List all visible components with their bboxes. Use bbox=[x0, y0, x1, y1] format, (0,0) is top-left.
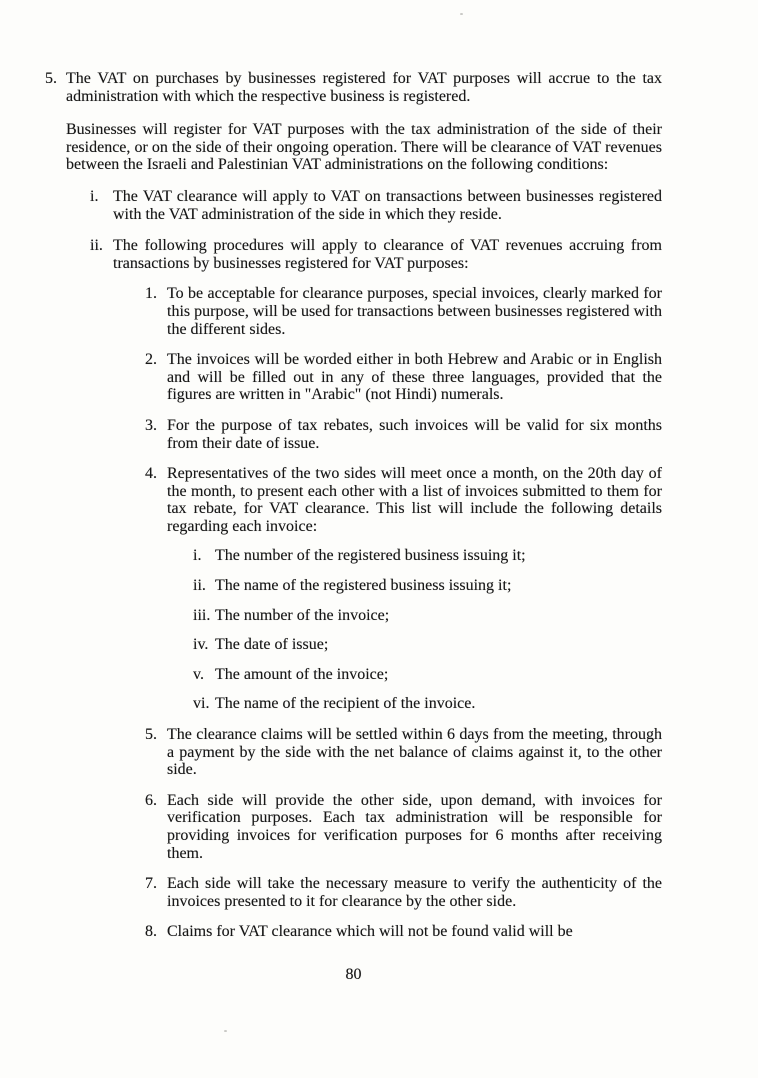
paragraph: Representatives of the two sides will meet once a month, on the 20th day of the month, to present each other with a list of invoices submitted to them for tax rebate, for VAT clearance. This list will include the following details regarding each invoice: bbox=[167, 465, 662, 535]
page-number: 80 bbox=[345, 965, 362, 983]
invoice-detail-vi-marker: vi. bbox=[193, 695, 210, 713]
procedure-item-5 bbox=[145, 726, 662, 779]
paragraph: The number of the registered business issuing it; bbox=[215, 547, 526, 565]
invoice-detail-iii bbox=[193, 607, 662, 625]
procedure-1-marker: 1. bbox=[145, 285, 157, 303]
list-item-5 bbox=[45, 70, 662, 941]
paragraph: Claims for VAT clearance which will not be found valid will be bbox=[167, 923, 573, 941]
invoice-detail-iii-marker: iii. bbox=[193, 606, 211, 624]
procedure-4-marker: 4. bbox=[145, 465, 157, 483]
procedure-5-marker: 5. bbox=[145, 726, 157, 744]
paragraph: The invoices will be worded either in both Hebrew and Arabic or in English and will be filled out in any of these three languages, provided that the figures are written in "Arabic" (not Hindi) numerals. bbox=[167, 351, 662, 404]
invoice-detail-v bbox=[193, 666, 662, 684]
scan-speck bbox=[224, 1030, 227, 1032]
paragraph: The name of the recipient of the invoice. bbox=[215, 695, 476, 713]
procedure-7-marker: 7. bbox=[145, 875, 157, 893]
scan-speck bbox=[460, 13, 463, 15]
procedure-2-marker: 2. bbox=[145, 351, 157, 369]
procedure-item-4 bbox=[145, 465, 662, 713]
paragraph: The number of the invoice; bbox=[215, 606, 390, 624]
paragraph: Each side will provide the other side, upon demand, with invoices for verification purposes. Each tax administration will be responsible for providing invoices for verification purposes for 6 months after receiving them. bbox=[167, 791, 662, 862]
paragraph: The VAT on purchases by businesses registered for VAT purposes will accrue to the tax administration with which the respective business is registered. bbox=[66, 70, 662, 105]
paragraph: Each side will take the necessary measure to verify the authenticity of the invoices presented to it for clearance by the other side. bbox=[167, 875, 662, 910]
invoice-detail-i bbox=[193, 547, 662, 565]
invoice-detail-ii-marker: ii. bbox=[193, 577, 206, 595]
paragraph: The VAT clearance will apply to VAT on transactions between businesses registered with the VAT administration of the side in which they reside. bbox=[113, 187, 662, 223]
paragraph: The clearance claims will be settled within 6 days from the meeting, through a payment by the side with the net balance of claims against it, to the other side. bbox=[167, 726, 662, 779]
invoice-detail-vi bbox=[193, 695, 662, 713]
paragraph: To be acceptable for clearance purposes, special invoices, clearly marked for this purpose, will be used for transactions between businesses registered with the different sides. bbox=[167, 285, 662, 338]
paragraph: Businesses will register for VAT purposes with the tax administration of the side of their residence, or on the side of their ongoing operation. There will be clearance of VAT revenues between the Israeli and Palestinian VAT administrations on the following conditions: bbox=[66, 121, 662, 174]
procedure-6-marker: 6. bbox=[145, 791, 157, 809]
text-block bbox=[45, 70, 662, 984]
paragraph: The date of issue; bbox=[215, 636, 329, 654]
invoice-detail-v-marker: v. bbox=[193, 665, 204, 683]
paragraph: For the purpose of tax rebates, such invoices will be valid for six months from their date of issue. bbox=[167, 416, 662, 452]
clause-i-marker: i. bbox=[90, 187, 99, 205]
procedure-3-marker: 3. bbox=[145, 416, 157, 434]
invoice-detail-i-marker: i. bbox=[193, 547, 202, 565]
procedure-item-2 bbox=[145, 351, 662, 404]
paragraph: The amount of the invoice; bbox=[215, 665, 389, 683]
paragraph: The name of the registered business issuing it; bbox=[215, 577, 512, 595]
procedure-item-1 bbox=[145, 285, 662, 338]
paragraph: The following procedures will apply to clearance of VAT revenues accruing from transactions by businesses registered for VAT purposes: bbox=[113, 237, 662, 272]
invoice-detail-iv bbox=[193, 636, 662, 654]
procedure-item-3 bbox=[145, 417, 662, 452]
procedure-item-8 bbox=[145, 923, 662, 941]
procedure-item-7 bbox=[145, 875, 662, 910]
clause-i bbox=[90, 188, 662, 223]
list-item-5-marker: 5. bbox=[45, 70, 57, 87]
clause-ii-marker: ii. bbox=[90, 237, 103, 255]
invoice-detail-iv-marker: iv. bbox=[193, 636, 209, 654]
procedure-item-6 bbox=[145, 792, 662, 862]
clause-ii bbox=[90, 237, 662, 941]
invoice-detail-ii bbox=[193, 577, 662, 595]
procedure-8-marker: 8. bbox=[145, 923, 157, 941]
